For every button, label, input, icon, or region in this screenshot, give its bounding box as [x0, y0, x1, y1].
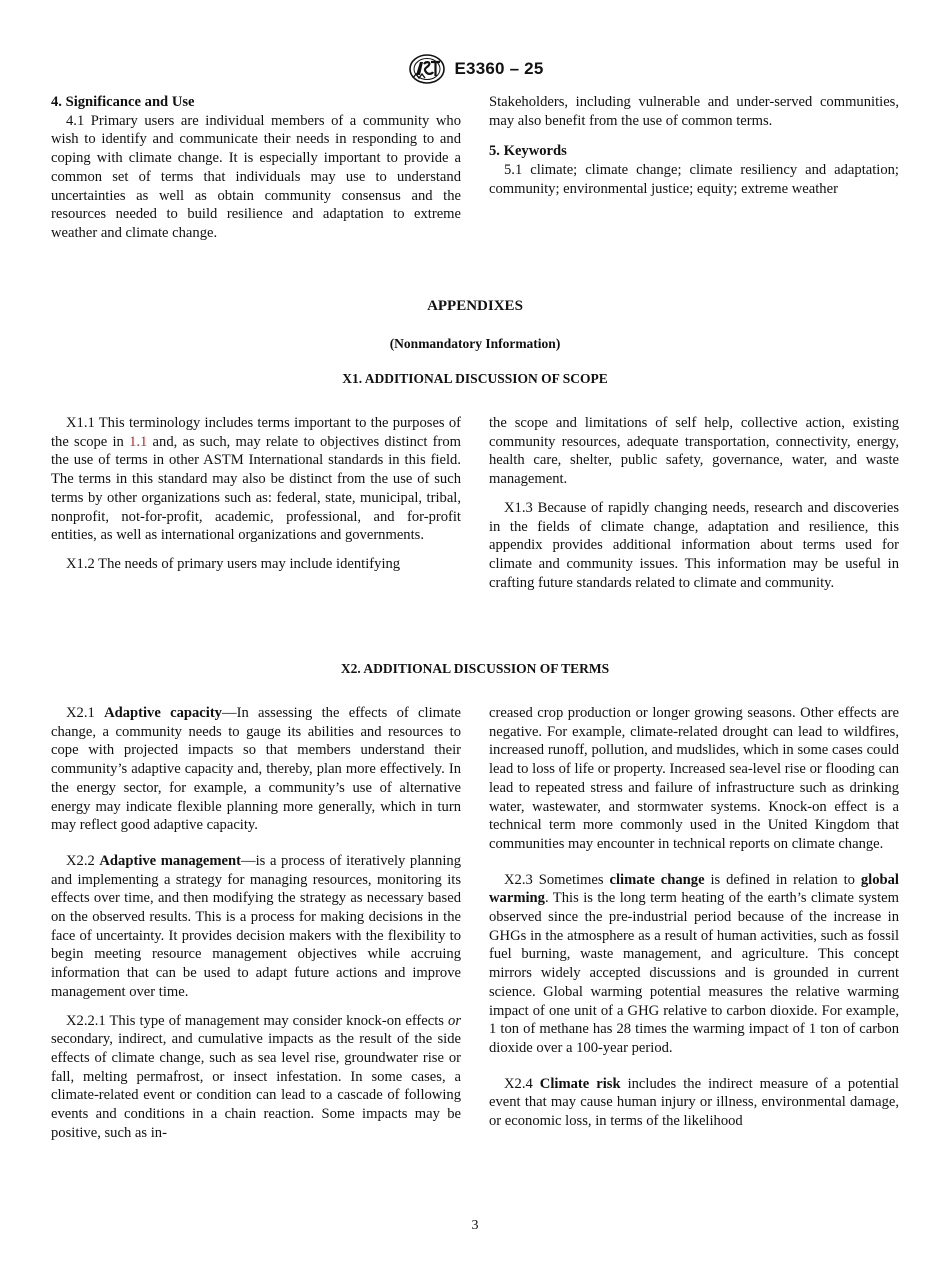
- paragraph-5-1: 5.1 climate; climate change; climate resiliency and adaptation; community; environmental justice; equity; extreme weather: [489, 162, 899, 197]
- paragraph-x2-2-1: X2.2.1 This type of management may consider knock-on effects or secondary, indirect, and cumulative impacts as the result of the side effects of climate change, such as sea level rise, groundwater rise or fall, melting permafrost, or insect infestation. In some cases, a climate-related event or condition can lead to a cascade of following events and conditions in a chain reaction. Some impacts may be positive, such as in-: [51, 1012, 461, 1141]
- term-climate-change: climate change: [609, 871, 705, 888]
- x2-right-column: [489, 704, 899, 1131]
- x1-left-column: [51, 414, 461, 574]
- term-adaptive-management: Adaptive management: [99, 852, 242, 869]
- paragraph-x2-4: X2.4 Climate risk includes the indirect measure of a potential event that may cause human injury or illness, environmental damage, or economic loss, in terms of the likelihood: [489, 1075, 899, 1130]
- section-4-title: 4. Significance and Use: [51, 94, 195, 110]
- paragraph-4-1: 4.1 Primary users are individual members of a community who wish to identify and communicate their needs in responding to and coping with climate change. It is especially important to provide a common set of terms that individuals may use to understand uncertainties as well as obtain community consensus and the resources needed to build resilience and adaptation to extreme weather and climate change.: [51, 112, 461, 241]
- paragraph-4-1-continued: Stakeholders, including vulnerable and under-served communities, may also benefit from the use of common terms.: [489, 94, 899, 129]
- x1-right-column: [489, 414, 899, 592]
- astm-logo-icon: [407, 53, 447, 85]
- nonmandatory-subtitle: (Nonmandatory Information): [389, 336, 561, 351]
- page-header: [0, 52, 950, 86]
- paragraph-x1-1: X1.1 This terminology includes terms important to the purposes of the scope in 1.1 and, as such, may relate to objectives distinct from the use of terms in other ASTM International standards in this field. The terms in this standard may also be distinct from the use of such terms by other organizations such as: federal, state, municipal, tribal, nonprofit, not-for-profit, academic, professional, and for-profit entities, as well as international organizations and governments.: [51, 415, 461, 544]
- paragraph-x1-3: X1.3 Because of rapidly changing needs, research and discoveries in the fields of climate change, adaptation and resilience, this appendix provides additional information about terms used for climate and community issues. This information may be useful in crafting future standards related to climate and community.: [489, 499, 899, 591]
- paragraph-x2-2-1-continued: creased crop production or longer growing seasons. Other effects are negative. For example, climate-related drought can lead to wildfires, increased runoff, pollution, and mudslides, which in some cases could lead to loss of life or property. Increased sea-level rise or flooding can lead to repeated stress and failure of infrastructure such as drinking water, wastewater, and stormwater systems. Knock-on effect is a technical term more commonly used in the United Kingdom that communities may encounter in technical reports on climate change.: [489, 705, 899, 852]
- term-climate-risk: Climate risk: [539, 1075, 621, 1092]
- section-5-column: [489, 93, 899, 199]
- term-global-warming: global warming: [489, 871, 899, 907]
- appendixes-title: APPENDIXES: [427, 298, 523, 314]
- paragraph-x1-2-continued: the scope and limitations of self help, collective action, existing community resources, adequate transportation, connectivity, energy, health care, shelter, public safety, governance, water, and waste management.: [489, 415, 899, 488]
- x2-left-column: [51, 704, 461, 1142]
- paragraph-x2-3: X2.3 Sometimes climate change is defined in relation to global warming. This is the long term heating of the earth’s climate system observed since the pre-industrial period because of the increase in GHGs in the atmosphere as a result of human activities, such as fossil fuel burning, waste management, and agriculture. This concept mirrors widely accepted discussions and is grounded in current science. Global warming potential measures the relative warming impact of one unit of a GHG relative to carbon dioxide. For example, 1 ton of methane has 28 times the warming impact of 1 ton of carbon dioxide over a 100-year period.: [489, 871, 899, 1056]
- term-adaptive-capacity: Adaptive capacity: [104, 705, 222, 721]
- document-id: E3360 – 25: [454, 59, 544, 78]
- paragraph-x2-2: X2.2 Adaptive management—is a process of iteratively planning and implementing a strategy for managing resources, monitoring its effects over time, and then modifying the strategy as necessary based on the observed results. This is a process for making decisions in the face of uncertainty. It provides decision makers with the flexibility to begin meeting resource management objectives while accruing information that can be used to adapt future actions and improve management over time.: [51, 852, 461, 1000]
- paragraph-x1-2: X1.2 The needs of primary users may include identifying: [66, 555, 401, 572]
- section-1-1-link[interactable]: 1.1: [129, 433, 148, 450]
- page-number: 3: [471, 1218, 479, 1233]
- x2-title: X2. ADDITIONAL DISCUSSION OF TERMS: [340, 661, 610, 676]
- paragraph-x2-1: X2.1 Adaptive capacity—In assessing the effects of climate change, a community needs to gauge its abilities and resources to cope with projected impacts so that members understand their community’s adaptive capacity and, thereby, plan more effectively. In the energy sector, for example, a community’s use of alternative energy may indicate flexible planning more generally, which in turn may reflect good adaptive capacity.: [51, 705, 461, 834]
- section-4-column: [51, 93, 461, 243]
- x1-title: X1. ADDITIONAL DISCUSSION OF SCOPE: [342, 371, 608, 386]
- section-5-title: 5. Keywords: [489, 143, 567, 160]
